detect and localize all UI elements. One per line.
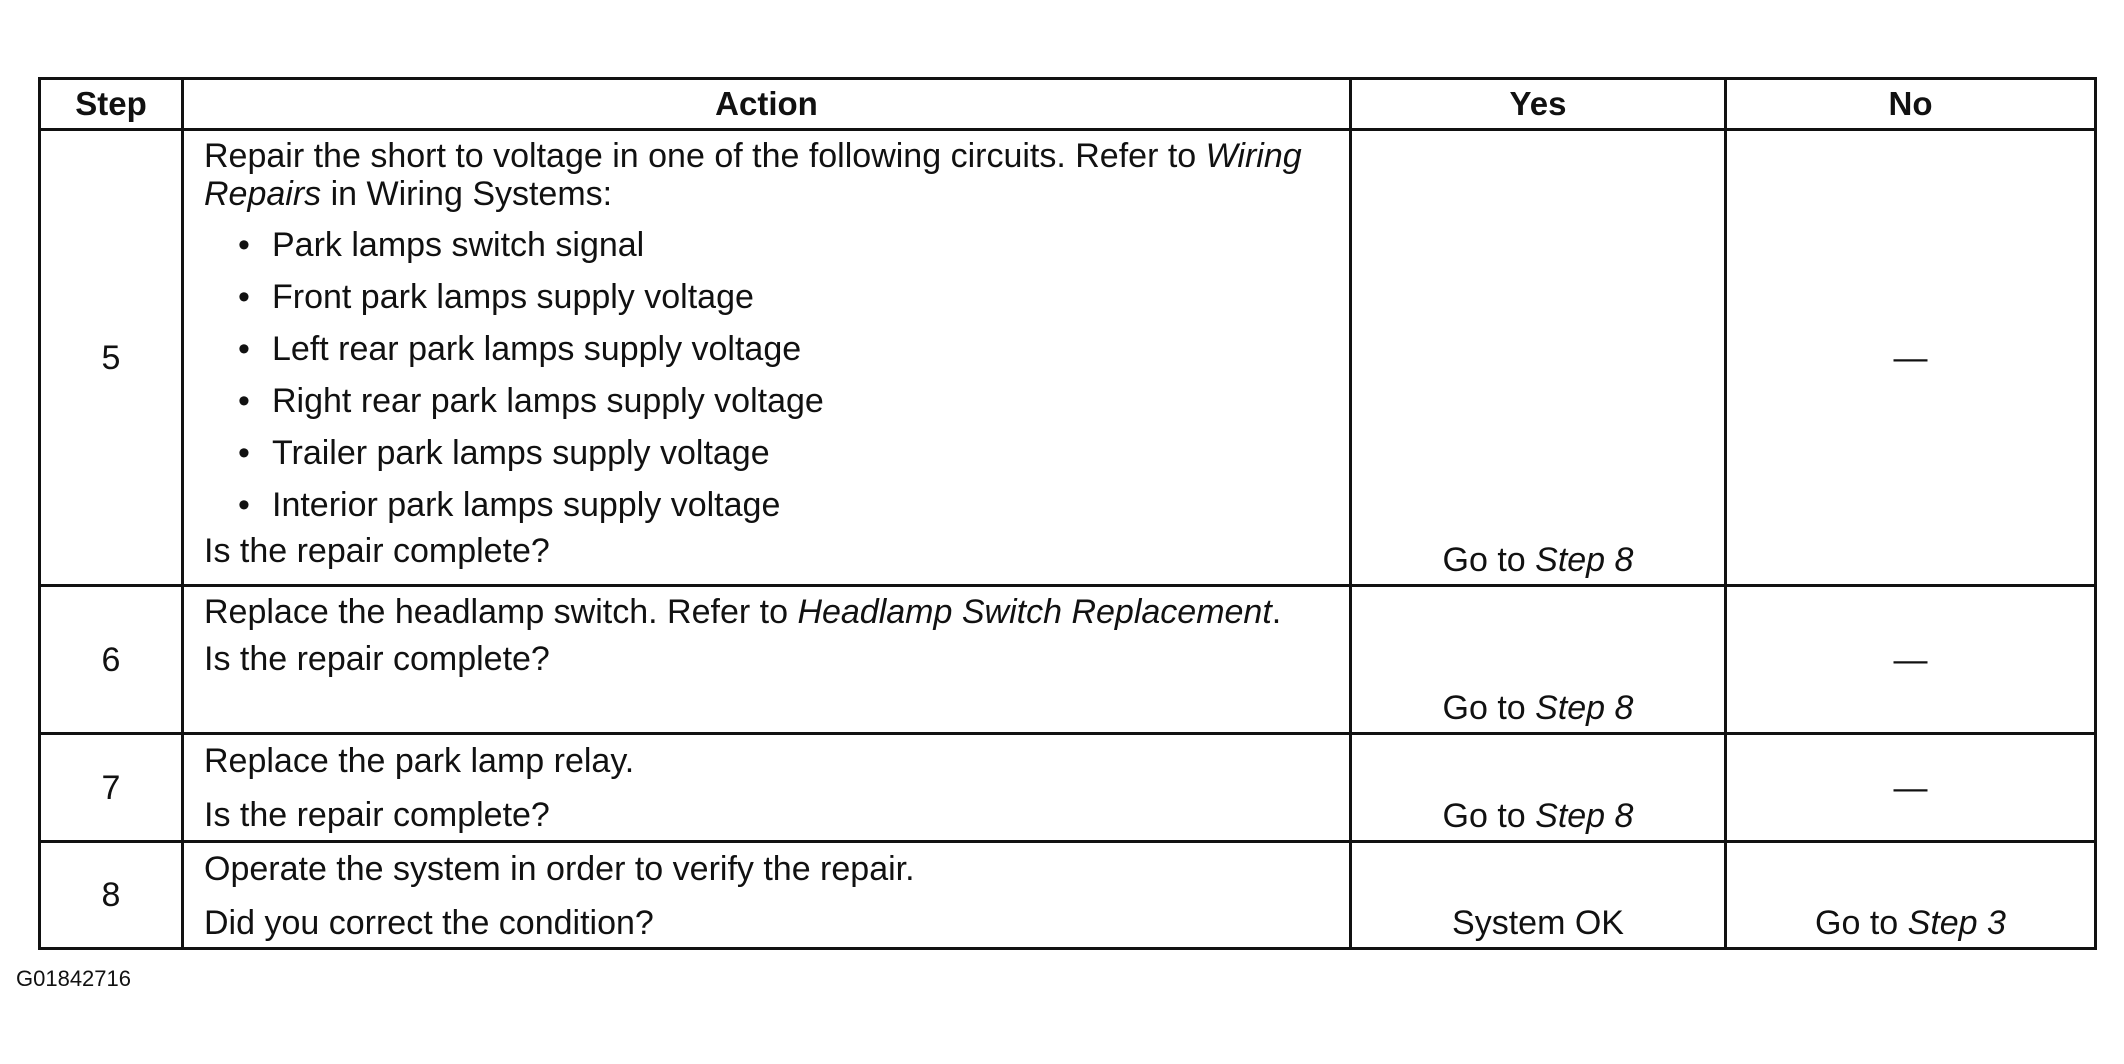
action-instruction [204,137,1333,213]
yes-result [1352,540,1724,580]
table-row-step-6 [40,586,2096,734]
action-cell [183,130,1351,586]
action-question: Is the repair complete? [204,796,550,834]
action-question: Did you correct the condition? [204,904,654,942]
table-row-step-8 [40,842,2096,949]
yes-step-reference: Step 8 [1535,689,1634,727]
yes-prefix: Go to [1442,689,1536,727]
header-action: Action [183,79,1351,130]
yes-step-reference: Step 8 [1535,797,1634,835]
no-cell [1726,734,2096,842]
yes-result [1352,796,1724,836]
table-row-step-7 [40,734,2096,842]
action-instruction: Operate the system in order to verify the repair. [204,850,915,888]
list-item: • Trailer park lamps supply voltage [238,427,1333,479]
yes-cell [1351,734,1726,842]
list-item: • Park lamps switch signal [238,219,1333,271]
yes-cell [1351,130,1726,586]
step-number: 5 [40,130,183,586]
circuit-list [204,219,1333,531]
step-number: 8 [40,842,183,949]
header-step: Step [40,79,183,130]
no-cell [1726,130,2096,586]
yes-step-reference: Step 8 [1535,541,1634,579]
yes-cell [1351,842,1726,949]
list-item: • Front park lamps supply voltage [238,271,1333,323]
action-reference-link: Wiring Repairs [204,137,1302,213]
step-number: 7 [40,734,183,842]
no-cell [1726,586,2096,734]
list-item: • Right rear park lamps supply voltage [238,375,1333,427]
action-cell [183,734,1351,842]
list-item: • Interior park lamps supply voltage [238,479,1333,531]
no-cell [1726,842,2096,949]
no-prefix: Go to [1815,904,1908,942]
action-text-suffix: in Wiring Systems: [321,175,613,213]
action-question: Is the repair complete? [204,640,550,678]
yes-prefix: Go to [1442,541,1536,579]
action-text-suffix: . [1271,593,1282,631]
step-number: 6 [40,586,183,734]
action-reference-link: Headlamp Switch Replacement [797,593,1272,631]
diagnostic-table [38,77,2097,950]
no-result [1727,903,2094,943]
yes-result: System OK [1452,904,1624,942]
action-text: Repair the short to voltage in one of the following circuits. Refer to [204,137,1206,175]
header-yes: Yes [1351,79,1726,130]
yes-result [1352,688,1724,728]
no-result: — [1893,338,1928,377]
header-no: No [1726,79,2096,130]
yes-cell [1351,586,1726,734]
table-header-row [40,79,2096,130]
action-question: Is the repair complete? [204,532,550,570]
no-step-reference: Step 3 [1907,904,2006,942]
action-text: Replace the headlamp switch. Refer to [204,593,798,631]
no-result: — [1893,768,1928,807]
action-cell [183,586,1351,734]
action-instruction: Replace the park lamp relay. [204,742,635,780]
figure-id: G01842716 [16,966,131,991]
yes-prefix: Go to [1442,797,1536,835]
table-row-step-5 [40,130,2096,586]
list-item: • Left rear park lamps supply voltage [238,323,1333,375]
no-result: — [1893,640,1928,679]
action-cell [183,842,1351,949]
action-instruction [204,593,1333,631]
